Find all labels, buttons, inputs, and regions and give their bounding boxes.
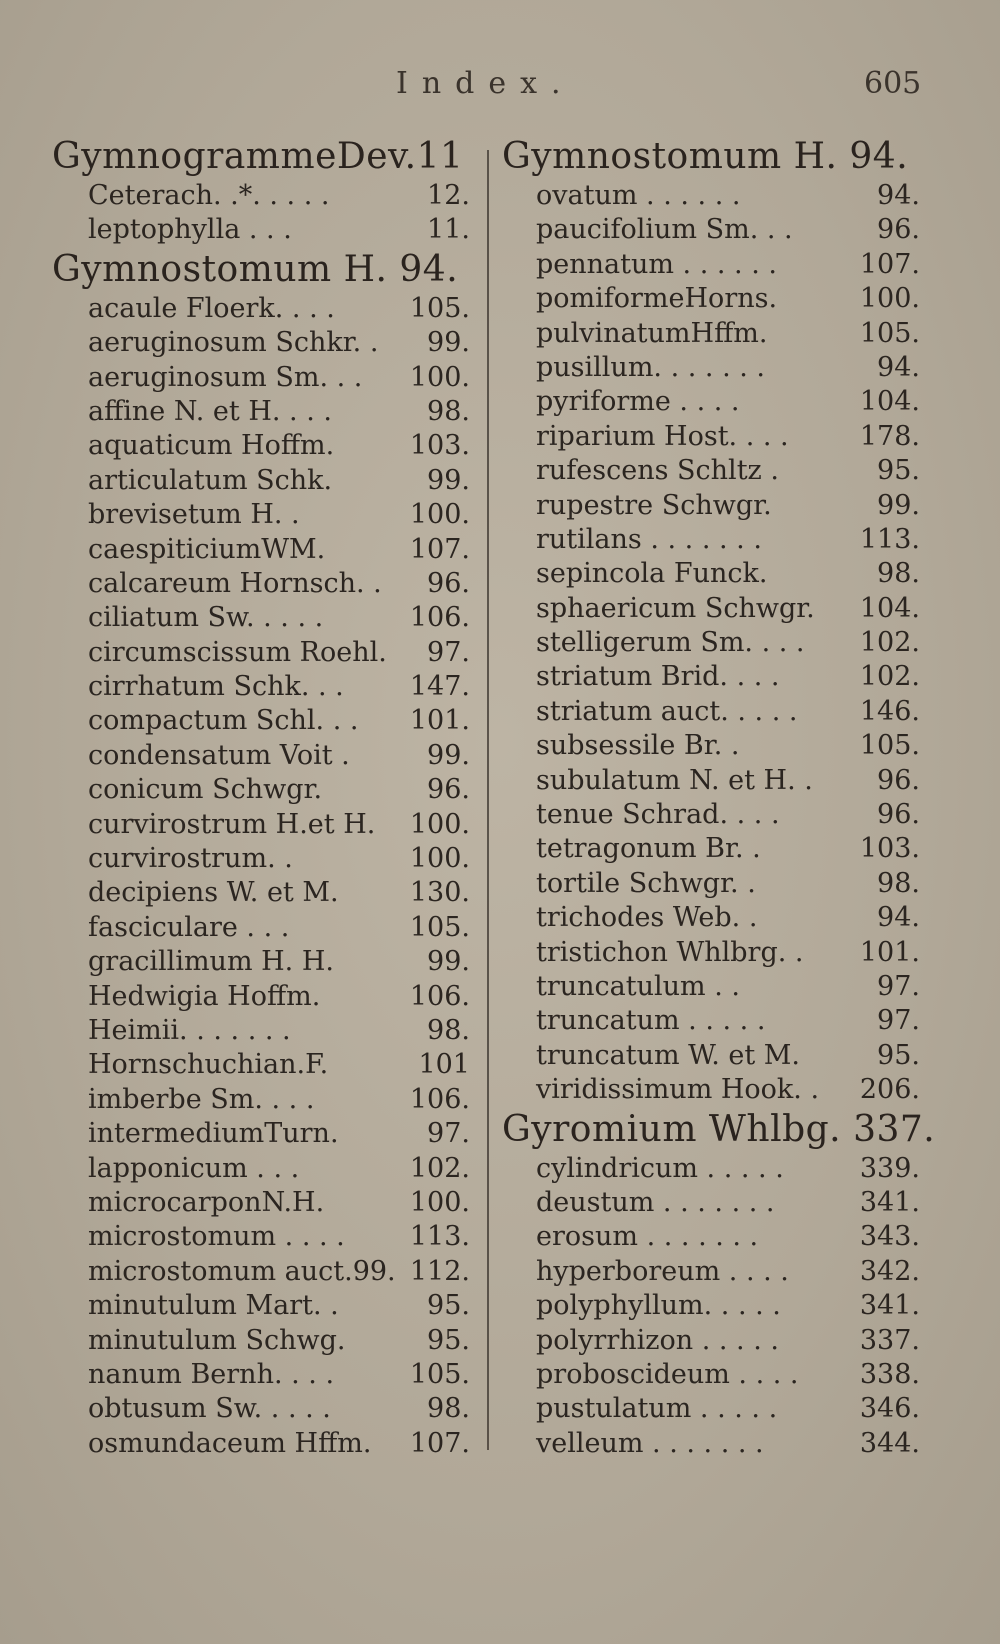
- index-entry: [52, 180, 472, 214]
- entry-page-number: 107.: [409, 533, 470, 565]
- entry-page-number: 101.: [409, 705, 470, 737]
- index-entry: [502, 1187, 922, 1221]
- index-entry: [52, 843, 472, 877]
- entry-page-number: 97.: [877, 970, 920, 1002]
- entry-page-number: 97.: [427, 1118, 470, 1150]
- entry-page-number: 95.: [877, 455, 920, 487]
- entry-name: intermediumTurn.: [88, 1118, 339, 1150]
- entry-name: subulatum N. et H. .: [536, 764, 813, 796]
- entry-page-number: 98.: [427, 1393, 470, 1425]
- entry-name: microcarponN.H.: [88, 1186, 325, 1218]
- entry-name: sphaericum Schwgr.: [536, 592, 815, 624]
- index-entry: [502, 661, 922, 695]
- entry-name: stelligerum Sm. . . .: [536, 627, 805, 659]
- entry-name: truncatum W. et M.: [536, 1039, 801, 1071]
- index-entry: [502, 318, 922, 352]
- index-entry: [502, 1359, 922, 1393]
- index-entry: [502, 868, 922, 902]
- entry-name: aeruginosum Schkr. .: [88, 327, 379, 359]
- entry-page-number: 103.: [409, 430, 470, 462]
- entry-name: ovatum . . . . . .: [536, 180, 741, 211]
- entry-page-number: 99.: [877, 489, 920, 521]
- entry-page-number: 100.: [409, 1186, 470, 1218]
- index-entry: [52, 1049, 472, 1083]
- entry-page-number: 113.: [409, 1221, 470, 1253]
- index-entry: [502, 1256, 922, 1290]
- entry-page-number: 100.: [409, 843, 470, 875]
- index-entry: [502, 765, 922, 799]
- entry-name: fasciculare . . .: [88, 911, 290, 943]
- entry-name: truncatum . . . . .: [536, 1005, 766, 1037]
- entry-name: minutulum Schwg.: [88, 1324, 346, 1356]
- index-entry: [52, 1325, 472, 1359]
- index-entry: [502, 1221, 922, 1255]
- index-entry: [52, 362, 472, 396]
- entry-name: tetragonum Br. .: [536, 833, 761, 865]
- index-entry: [52, 534, 472, 568]
- index-entry: [502, 833, 922, 867]
- entry-name: polyphyllum. . . . .: [536, 1290, 781, 1322]
- entry-page-number: 96.: [877, 764, 920, 796]
- index-entry: [52, 1015, 472, 1049]
- index-entry: [52, 809, 472, 843]
- index-column-right: [502, 136, 936, 1462]
- index-entry: [502, 1290, 922, 1324]
- entry-page-number: 100.: [859, 283, 920, 315]
- entry-page-number: 101: [418, 1049, 470, 1081]
- entry-page-number: 130.: [409, 877, 470, 909]
- index-entry: [502, 730, 922, 764]
- entry-page-number: 102.: [859, 627, 920, 659]
- index-genus-heading: [502, 136, 922, 180]
- index-entry: [52, 1428, 472, 1462]
- index-entry: [52, 1290, 472, 1324]
- index-entry: [52, 671, 472, 705]
- index-entry: [502, 524, 922, 558]
- index-entry: [502, 421, 922, 455]
- entry-page-number: 106.: [409, 980, 470, 1012]
- entry-name: polyrrhizon . . . . .: [536, 1324, 779, 1356]
- entry-name: ciliatum Sw. . . . .: [88, 602, 324, 634]
- entry-name: tortile Schwgr. .: [536, 867, 756, 899]
- entry-name: articulatum Schk.: [88, 464, 333, 496]
- entry-name: gracillimum H. H.: [88, 946, 334, 978]
- index-entry: [502, 696, 922, 730]
- index-entry: [52, 465, 472, 499]
- index-entry: [52, 1153, 472, 1187]
- entry-name: trichodes Web. .: [536, 902, 758, 934]
- index-entry: [52, 946, 472, 980]
- index-entry: [502, 249, 922, 283]
- entry-name: truncatulum . .: [536, 970, 740, 1002]
- index-entry: [502, 1153, 922, 1187]
- entry-page-number: 105.: [409, 292, 470, 324]
- index-entry: [502, 180, 922, 214]
- entry-page-number: 104.: [859, 386, 920, 418]
- entry-name: curvirostrum. .: [88, 843, 293, 875]
- entry-name: microstomum auct.99.: [88, 1255, 396, 1287]
- entry-page-number: 100.: [409, 499, 470, 531]
- index-entry: [502, 1325, 922, 1359]
- index-entry: [52, 499, 472, 533]
- entry-name: osmundaceum Hffm.: [88, 1427, 372, 1459]
- entry-name: pusillum. . . . . . .: [536, 351, 765, 383]
- entry-page-number: 99.: [427, 739, 470, 771]
- index-entry: [52, 1118, 472, 1152]
- entry-page-number: 107.: [859, 248, 920, 280]
- entry-page-number: 106.: [409, 1083, 470, 1115]
- entry-page-number: 105.: [409, 911, 470, 943]
- entry-name: imberbe Sm. . . .: [88, 1083, 315, 1115]
- entry-page-number: 105.: [859, 317, 920, 349]
- index-entry: [502, 593, 922, 627]
- entry-page-number: 103.: [859, 833, 920, 865]
- entry-page-number: 105.: [859, 730, 920, 762]
- index-entry: [52, 568, 472, 602]
- entry-page-number: 342.: [859, 1255, 920, 1287]
- entry-page-number: 11.: [427, 214, 470, 246]
- entry-page-number: 99.: [427, 464, 470, 496]
- entry-name: caespiticiumWM.: [88, 533, 326, 565]
- entry-name: viridissimum Hook. .: [536, 1074, 820, 1106]
- entry-name: pustulatum . . . . .: [536, 1393, 778, 1425]
- entry-name: minutulum Mart. .: [88, 1290, 339, 1322]
- index-entry: [502, 214, 922, 248]
- column-divider: [487, 150, 489, 1450]
- index-genus-heading: [52, 249, 472, 293]
- entry-name: Ceterach. .*. . . . .: [88, 180, 330, 211]
- entry-page-number: 98.: [427, 1014, 470, 1046]
- page-number: 605: [864, 66, 922, 101]
- index-entry: [52, 877, 472, 911]
- entry-page-number: 98.: [427, 395, 470, 427]
- running-head: [0, 66, 1000, 106]
- entry-name: condensatum Voit .: [88, 739, 350, 771]
- entry-page-number: 100.: [409, 361, 470, 393]
- entry-name: circumscissum Roehl.: [88, 636, 387, 668]
- entry-page-number: 102.: [409, 1152, 470, 1184]
- entry-page-number: 94.: [877, 902, 920, 934]
- genus-text: Gymnostomum H. 94.: [502, 136, 909, 177]
- entry-page-number: 98.: [877, 867, 920, 899]
- index-entry: [52, 396, 472, 430]
- entry-page-number: 146.: [859, 695, 920, 727]
- entry-page-number: 101.: [859, 936, 920, 968]
- entry-page-number: 178.: [859, 420, 920, 452]
- index-entry: [502, 490, 922, 524]
- index-entry: [52, 912, 472, 946]
- index-entry: [502, 937, 922, 971]
- index-entry: [502, 1005, 922, 1039]
- entry-page-number: 95.: [877, 1039, 920, 1071]
- entry-name: pennatum . . . . . .: [536, 248, 777, 280]
- entry-name: calcareum Hornsch. .: [88, 567, 382, 599]
- entry-name: velleum . . . . . . .: [536, 1427, 764, 1459]
- entry-page-number: 113.: [859, 523, 920, 555]
- entry-page-number: 102.: [859, 661, 920, 693]
- entry-name: subsessile Br. .: [536, 730, 740, 762]
- entry-name: paucifolium Sm. . .: [536, 214, 793, 246]
- entry-page-number: 341.: [859, 1186, 920, 1218]
- genus-text: GymnogrammeDev.11: [52, 136, 464, 177]
- index-column-left: [52, 136, 472, 1462]
- index-entry: [52, 1084, 472, 1118]
- entry-name: compactum Schl. . .: [88, 705, 359, 737]
- entry-name: leptophylla . . .: [88, 214, 292, 246]
- entry-page-number: 12.: [427, 180, 470, 211]
- entry-page-number: 99.: [427, 946, 470, 978]
- index-entry: [52, 1393, 472, 1427]
- entry-page-number: 104.: [859, 592, 920, 624]
- index-entry: [502, 1428, 922, 1462]
- entry-name: Heimii. . . . . . .: [88, 1014, 291, 1046]
- entry-name: aeruginosum Sm. . .: [88, 361, 363, 393]
- index-entry: [52, 1359, 472, 1393]
- index-entry: [502, 1393, 922, 1427]
- entry-name: striatum Brid. . . .: [536, 661, 780, 693]
- index-entry: [52, 774, 472, 808]
- entry-name: microstomum . . . .: [88, 1221, 345, 1253]
- entry-page-number: 100.: [409, 808, 470, 840]
- entry-page-number: 107.: [409, 1427, 470, 1459]
- entry-name: Hornschuchian.F.: [88, 1049, 329, 1081]
- index-entry: [52, 1256, 472, 1290]
- entry-name: acaule Floerk. . . .: [88, 292, 335, 324]
- entry-name: pyriforme . . . .: [536, 386, 740, 418]
- index-entry: [502, 558, 922, 592]
- entry-page-number: 95.: [427, 1290, 470, 1322]
- entry-name: obtusum Sw. . . . .: [88, 1393, 331, 1425]
- entry-name: riparium Host. . . .: [536, 420, 789, 452]
- entry-page-number: 344.: [859, 1427, 920, 1459]
- entry-name: hyperboreum . . . .: [536, 1255, 789, 1287]
- entry-page-number: 96.: [427, 567, 470, 599]
- entry-page-number: 339.: [859, 1152, 920, 1184]
- entry-page-number: 338.: [859, 1358, 920, 1390]
- entry-name: aquaticum Hoffm.: [88, 430, 335, 462]
- entry-page-number: 97.: [877, 1005, 920, 1037]
- running-title: Index.: [396, 66, 575, 101]
- entry-name: rutilans . . . . . . .: [536, 523, 762, 555]
- entry-page-number: 94.: [877, 180, 920, 211]
- entry-page-number: 98.: [877, 558, 920, 590]
- entry-page-number: 94.: [877, 351, 920, 383]
- entry-name: curvirostrum H.et H.: [88, 808, 376, 840]
- entry-name: nanum Bernh. . . .: [88, 1358, 335, 1390]
- entry-name: proboscideum . . . .: [536, 1358, 799, 1390]
- index-entry: [52, 637, 472, 671]
- genus-text: Gyromium Whlbg. 337.: [502, 1108, 936, 1150]
- index-entry: [52, 981, 472, 1015]
- entry-page-number: 99.: [427, 327, 470, 359]
- index-entry: [52, 293, 472, 327]
- index-genus-heading: [502, 1108, 936, 1153]
- entry-page-number: 147.: [409, 671, 470, 703]
- entry-page-number: 96.: [877, 214, 920, 246]
- entry-page-number: 106.: [409, 602, 470, 634]
- index-entry: [502, 902, 922, 936]
- index-entry: [502, 455, 922, 489]
- index-entry: [502, 799, 922, 833]
- index-entry: [52, 1187, 472, 1221]
- entry-page-number: 206.: [859, 1074, 920, 1106]
- entry-page-number: 341.: [859, 1290, 920, 1322]
- entry-name: cirrhatum Schk. . .: [88, 671, 344, 703]
- entry-name: brevisetum H. .: [88, 499, 300, 531]
- index-entry: [502, 1074, 922, 1108]
- entry-name: striatum auct. . . . .: [536, 695, 798, 727]
- entry-name: deustum . . . . . . .: [536, 1186, 775, 1218]
- entry-page-number: 343.: [859, 1221, 920, 1253]
- entry-page-number: 337.: [859, 1324, 920, 1356]
- entry-name: pomiformeHorns.: [536, 283, 778, 315]
- entry-name: sepincola Funck.: [536, 558, 768, 590]
- index-entry: [52, 602, 472, 636]
- index-entry: [502, 283, 922, 317]
- entry-page-number: 95.: [427, 1324, 470, 1356]
- entry-page-number: 346.: [859, 1393, 920, 1425]
- index-genus-heading: [52, 136, 472, 180]
- index-entry: [502, 386, 922, 420]
- entry-name: rufescens Schltz .: [536, 455, 779, 487]
- entry-page-number: 96.: [427, 774, 470, 806]
- entry-page-number: 97.: [427, 636, 470, 668]
- index-entry: [52, 214, 472, 248]
- index-entry: [502, 352, 922, 386]
- entry-name: pulvinatumHffm.: [536, 317, 768, 349]
- entry-name: decipiens W. et M.: [88, 877, 339, 909]
- entry-name: tristichon Whlbrg. .: [536, 936, 804, 968]
- entry-name: cylindricum . . . . .: [536, 1152, 784, 1184]
- index-entry: [502, 971, 922, 1005]
- entry-name: conicum Schwgr.: [88, 774, 323, 806]
- index-entry: [52, 1221, 472, 1255]
- entry-name: tenue Schrad. . . .: [536, 799, 780, 831]
- index-entry: [52, 327, 472, 361]
- index-entry: [52, 705, 472, 739]
- entry-name: rupestre Schwgr.: [536, 489, 772, 521]
- entry-page-number: 96.: [877, 799, 920, 831]
- index-entry: [52, 430, 472, 464]
- entry-page-number: 105.: [409, 1358, 470, 1390]
- entry-page-number: 112.: [409, 1255, 470, 1287]
- index-entry: [52, 740, 472, 774]
- genus-text: Gymnostomum H. 94.: [52, 248, 459, 290]
- entry-name: Hedwigia Hoffm.: [88, 980, 321, 1012]
- index-entry: [502, 627, 922, 661]
- entry-name: affine N. et H. . . .: [88, 395, 332, 427]
- index-entry: [502, 1040, 922, 1074]
- entry-name: lapponicum . . .: [88, 1152, 300, 1184]
- entry-name: erosum . . . . . . .: [536, 1221, 759, 1253]
